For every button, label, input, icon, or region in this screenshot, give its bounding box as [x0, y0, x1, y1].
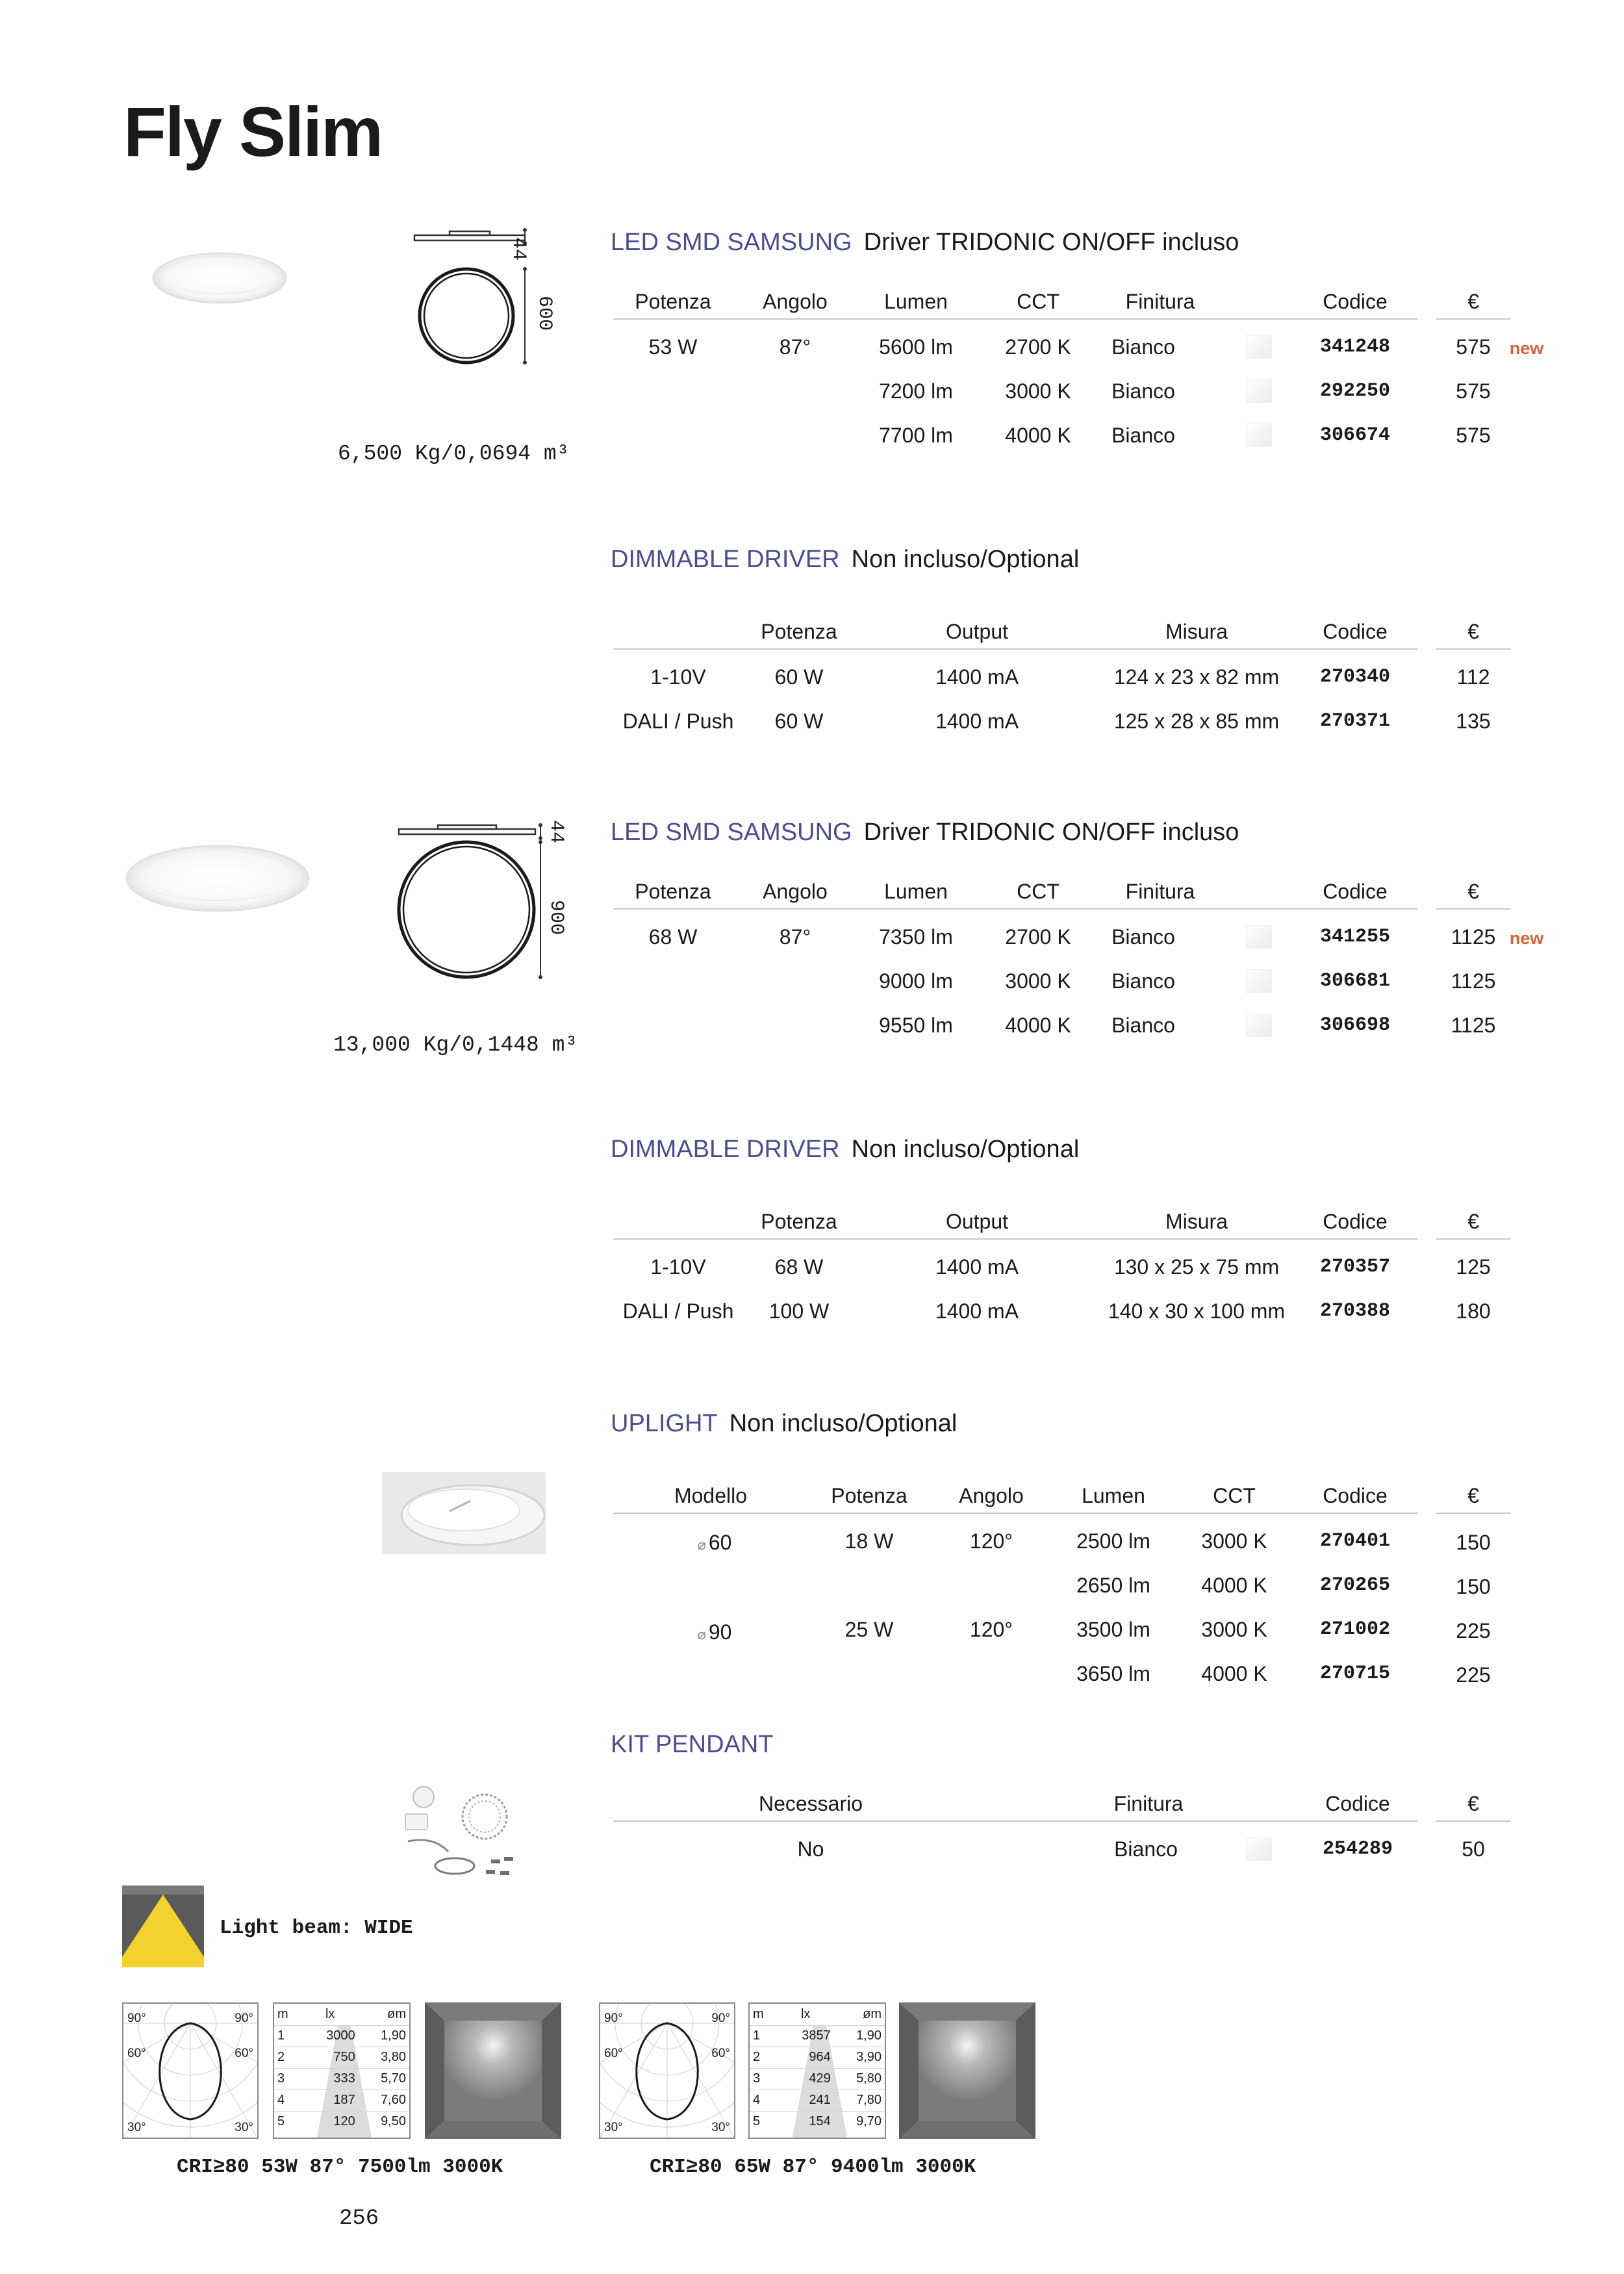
lux: 333	[302, 2068, 359, 2089]
output: 1400 mA	[935, 709, 1019, 733]
table-row	[750, 2047, 885, 2068]
codice: 270388	[1319, 1300, 1391, 1322]
new-badge: new	[1509, 928, 1544, 948]
table-row	[750, 2111, 885, 2132]
diameter: 7,60	[359, 2089, 409, 2111]
col-header: €	[1467, 290, 1479, 313]
light-effect-render	[899, 2002, 1035, 2139]
potenza: 60 W	[774, 709, 824, 733]
prezzo: 1125	[1451, 925, 1496, 949]
table-header-line	[613, 1792, 1417, 1822]
col-header: m	[277, 2006, 288, 2021]
driver-table-900	[0, 1210, 1624, 1327]
potenza: 68 W	[648, 925, 698, 949]
finish-swatch	[1246, 969, 1272, 993]
page-number: 256	[339, 2206, 379, 2231]
uplight-table	[0, 1484, 1624, 1692]
codice: 270340	[1319, 666, 1391, 688]
table-row	[274, 2089, 409, 2111]
tipo: DALI / Push	[622, 709, 734, 733]
distance: 4	[750, 2089, 778, 2111]
section-heading-kit	[611, 1731, 785, 1759]
codice: 270265	[1319, 1574, 1391, 1596]
col-header: €	[1467, 620, 1479, 643]
prezzo: 180	[1456, 1299, 1491, 1323]
finitura: Bianco	[1111, 969, 1175, 993]
angle-label: 60°	[711, 2047, 730, 2060]
col-header: lx	[325, 2006, 335, 2021]
cct: 3000 K	[1005, 969, 1071, 993]
codice: 292250	[1319, 380, 1391, 402]
prezzo: 225	[1456, 1619, 1491, 1642]
potenza: 53 W	[648, 335, 698, 359]
new-badge: new	[1509, 339, 1544, 358]
potenza: 25 W	[844, 1618, 894, 1641]
distance: 3	[274, 2068, 302, 2089]
finitura: Bianco	[1111, 925, 1175, 949]
prezzo: 1125	[1451, 1014, 1496, 1037]
distance: 1	[274, 2025, 302, 2047]
col-header: €	[1467, 880, 1479, 903]
angle-label: 60°	[235, 2047, 253, 2060]
heading-accent: LED SMD SAMSUNG	[611, 229, 852, 256]
modello	[698, 1620, 732, 1644]
col-header: lx	[800, 2006, 811, 2021]
illuminance-table	[273, 2002, 411, 2139]
finish-swatch	[1246, 1014, 1272, 1037]
lumen: 5600 lm	[879, 335, 953, 359]
prezzo: 1125	[1451, 969, 1496, 993]
col-header: Angolo	[959, 1484, 1024, 1507]
heading-accent: LED SMD SAMSUNG	[611, 819, 852, 846]
col-header: CCT	[1017, 880, 1059, 903]
diameter: 5,80	[834, 2068, 885, 2089]
angolo: 120°	[969, 1618, 1013, 1641]
finish-swatch	[1246, 1837, 1272, 1861]
lumen: 3500 lm	[1076, 1618, 1150, 1641]
heading-text: Non incluso/Optional	[729, 1410, 958, 1437]
lumen: 7200 lm	[879, 379, 953, 403]
heading-text: Non incluso/Optional	[851, 546, 1080, 573]
codice: 270371	[1319, 710, 1391, 732]
codice: 306681	[1319, 970, 1391, 992]
distance: 1	[750, 2025, 778, 2047]
potenza: 18 W	[844, 1529, 894, 1553]
diameter: 9,70	[834, 2111, 885, 2132]
col-header: Codice	[1323, 1210, 1388, 1233]
section-heading-led	[611, 229, 1239, 257]
potenza: 100 W	[768, 1299, 830, 1323]
cct: 2700 K	[1005, 925, 1071, 949]
col-header: Codice	[1323, 880, 1388, 903]
necessario: No	[797, 1837, 824, 1861]
table-row	[274, 2111, 409, 2132]
cct: 2700 K	[1005, 335, 1071, 359]
prezzo: 135	[1456, 709, 1491, 733]
output: 1400 mA	[935, 1255, 1019, 1279]
distance: 5	[274, 2111, 302, 2132]
product-table-600	[0, 290, 1624, 459]
codice: 270715	[1319, 1663, 1391, 1685]
table-header-line	[613, 620, 1417, 650]
section-heading-driver	[611, 546, 1079, 574]
col-header: €	[1467, 1484, 1479, 1507]
diameter: 9,50	[359, 2111, 409, 2132]
light-beam-icon	[122, 1885, 204, 1967]
codice: 306674	[1319, 424, 1391, 446]
prezzo: 575	[1456, 379, 1491, 403]
diameter: 5,70	[359, 2068, 409, 2089]
col-header: €	[1467, 1792, 1479, 1815]
table-row	[750, 2089, 885, 2111]
output: 1400 mA	[935, 665, 1019, 689]
col-header: Potenza	[831, 1484, 907, 1507]
cct: 4000 K	[1201, 1662, 1267, 1685]
diameter: 7,80	[834, 2089, 885, 2111]
angle-label: 90°	[711, 2012, 730, 2025]
lumen: 3650 lm	[1076, 1662, 1150, 1685]
angle-label: 90°	[127, 2012, 146, 2025]
illuminance-table	[748, 2002, 886, 2139]
table-header-line	[613, 1210, 1417, 1240]
prezzo: 225	[1456, 1663, 1491, 1687]
col-header: Potenza	[635, 880, 711, 903]
tipo: DALI / Push	[622, 1299, 734, 1323]
kit-table	[0, 1792, 1624, 1870]
output: 1400 mA	[935, 1299, 1019, 1323]
table-header-line	[613, 290, 1417, 320]
light-effect-render	[425, 2002, 561, 2139]
col-header: Potenza	[635, 290, 711, 313]
heading-accent: DIMMABLE DRIVER	[611, 1136, 840, 1163]
heading-accent: UPLIGHT	[611, 1410, 718, 1437]
angle-label: 90°	[604, 2012, 623, 2025]
col-header: Output	[945, 620, 1009, 643]
dimension-height-label: 44	[507, 237, 529, 261]
polar-diagram	[122, 2002, 259, 2139]
codice: 306698	[1319, 1014, 1391, 1036]
prezzo: 50	[1462, 1837, 1485, 1861]
prezzo: 150	[1456, 1575, 1491, 1598]
spec-caption: CRI≥80 65W 87° 9400lm 3000K	[650, 2156, 976, 2178]
col-header: øm	[863, 2006, 882, 2021]
misura: 124 x 23 x 82 mm	[1113, 665, 1280, 689]
codice: 270357	[1319, 1256, 1391, 1278]
finish-swatch	[1246, 335, 1272, 359]
diameter: 1,90	[834, 2025, 885, 2047]
dimension-diameter-label: 600	[533, 296, 555, 331]
col-header: Finitura	[1125, 290, 1195, 313]
page-title: Fly Slim	[123, 92, 383, 171]
finitura: Bianco	[1111, 1014, 1175, 1037]
finitura: Bianco	[1111, 335, 1175, 359]
angolo: 120°	[969, 1529, 1013, 1553]
dimension-diameter-label: 900	[545, 900, 567, 936]
col-header: m	[753, 2006, 764, 2021]
heading-text: Non incluso/Optional	[851, 1136, 1080, 1163]
col-header: øm	[387, 2006, 406, 2021]
angle-label: 30°	[604, 2121, 623, 2134]
prezzo: 125	[1456, 1255, 1491, 1279]
modello-value: 60	[708, 1531, 732, 1554]
modello	[698, 1531, 732, 1555]
angle-label: 60°	[127, 2047, 146, 2060]
finitura: Bianco	[1114, 1837, 1178, 1861]
col-header: Angolo	[763, 290, 828, 313]
angle-label: 30°	[127, 2121, 146, 2134]
diameter-icon: ⌀	[697, 1537, 706, 1553]
lux: 3857	[778, 2025, 834, 2047]
lumen: 7350 lm	[879, 925, 953, 949]
codice: 254289	[1322, 1838, 1393, 1860]
prezzo: 112	[1456, 665, 1490, 689]
finitura: Bianco	[1111, 424, 1175, 447]
distance: 2	[750, 2047, 778, 2068]
col-header: Codice	[1323, 290, 1388, 313]
col-header: Finitura	[1113, 1792, 1184, 1815]
cct: 4000 K	[1005, 1014, 1071, 1037]
diameter: 3,80	[359, 2047, 409, 2068]
col-header: Modello	[674, 1484, 748, 1507]
col-header: CCT	[1213, 1484, 1256, 1507]
table-row	[274, 2068, 409, 2089]
angle-label: 30°	[235, 2121, 253, 2134]
codice: 341255	[1319, 926, 1391, 948]
angolo: 87°	[779, 335, 811, 359]
diameter: 1,90	[359, 2025, 409, 2047]
distance: 5	[750, 2111, 778, 2132]
weight-volume: 6,500 Kg/0,0694 m³	[338, 442, 570, 466]
table-row	[274, 2047, 409, 2068]
misura: 130 x 25 x 75 mm	[1113, 1255, 1280, 1279]
lux: 3000	[302, 2025, 359, 2047]
cct: 4000 K	[1005, 424, 1071, 447]
angle-label: 60°	[604, 2047, 623, 2060]
col-header: Misura	[1165, 620, 1228, 643]
finitura: Bianco	[1111, 379, 1175, 403]
prezzo: 575	[1456, 335, 1491, 359]
cct: 3000 K	[1005, 379, 1071, 403]
lumen: 9000 lm	[879, 969, 953, 993]
finish-swatch	[1246, 424, 1272, 447]
tipo: 1-10V	[650, 1255, 706, 1279]
distance: 2	[274, 2047, 302, 2068]
table-row	[750, 2025, 885, 2047]
lux: 241	[778, 2089, 834, 2111]
distance: 3	[750, 2068, 778, 2089]
lumen: 2650 lm	[1076, 1574, 1150, 1597]
lux: 187	[302, 2089, 359, 2111]
angle-label: 30°	[711, 2121, 730, 2134]
section-heading-led	[611, 819, 1239, 847]
heading-text: Driver TRIDONIC ON/OFF incluso	[863, 229, 1239, 256]
misura: 140 x 30 x 100 mm	[1108, 1299, 1286, 1323]
product-table-900	[0, 880, 1624, 1049]
lumen: 7700 lm	[879, 424, 953, 447]
modello-value: 90	[708, 1620, 732, 1644]
col-header: Lumen	[884, 290, 948, 313]
diameter-icon: ⌀	[697, 1626, 706, 1642]
dimension-height-label: 44	[545, 820, 567, 844]
distance: 4	[274, 2089, 302, 2111]
col-header: Lumen	[884, 880, 948, 903]
angolo: 87°	[779, 925, 811, 949]
lumen: 2500 lm	[1076, 1529, 1150, 1553]
heading-accent: KIT PENDANT	[611, 1731, 774, 1758]
col-header: CCT	[1017, 290, 1059, 313]
lux: 154	[778, 2111, 834, 2132]
table-row	[750, 2068, 885, 2089]
col-header: Necessario	[758, 1792, 863, 1815]
table-header-line	[613, 880, 1417, 910]
col-header: Codice	[1323, 1484, 1388, 1507]
potenza: 68 W	[774, 1255, 824, 1279]
diameter: 3,90	[834, 2047, 885, 2068]
col-header: Codice	[1323, 620, 1388, 643]
tipo: 1-10V	[650, 665, 706, 689]
col-header: Potenza	[761, 1210, 837, 1233]
polar-diagram	[599, 2002, 735, 2139]
col-header: €	[1467, 1210, 1479, 1233]
cct: 3000 K	[1201, 1618, 1267, 1641]
lux: 120	[302, 2111, 359, 2132]
codice: 341248	[1319, 336, 1391, 358]
col-header: Finitura	[1125, 880, 1195, 903]
col-header: Angolo	[763, 880, 828, 903]
cct: 4000 K	[1201, 1574, 1267, 1597]
prezzo: 575	[1456, 424, 1491, 447]
finish-swatch	[1246, 925, 1272, 949]
col-header: Potenza	[761, 620, 837, 643]
angle-label: 90°	[235, 2012, 253, 2025]
lumen: 9550 lm	[879, 1014, 953, 1037]
lux: 964	[778, 2047, 834, 2068]
spec-caption: CRI≥80 53W 87° 7500lm 3000K	[177, 2156, 503, 2178]
lux: 750	[302, 2047, 359, 2068]
light-beam-label: Light beam: WIDE	[220, 1917, 413, 1939]
prezzo: 150	[1456, 1531, 1491, 1554]
driver-table-600	[0, 620, 1624, 737]
heading-accent: DIMMABLE DRIVER	[611, 546, 840, 573]
misura: 125 x 28 x 85 mm	[1113, 709, 1280, 733]
codice: 271002	[1319, 1618, 1391, 1641]
section-heading-driver	[611, 1136, 1079, 1164]
table-row	[274, 2025, 409, 2047]
potenza: 60 W	[774, 665, 824, 689]
col-header: Output	[945, 1210, 1009, 1233]
section-heading-uplight	[611, 1410, 957, 1438]
codice: 270401	[1319, 1530, 1391, 1552]
cct: 3000 K	[1201, 1529, 1267, 1553]
lux: 429	[778, 2068, 834, 2089]
heading-text: Driver TRIDONIC ON/OFF incluso	[863, 819, 1239, 846]
col-header: Lumen	[1082, 1484, 1145, 1507]
col-header: Misura	[1165, 1210, 1228, 1233]
finish-swatch	[1246, 379, 1272, 403]
weight-volume: 13,000 Kg/0,1448 m³	[333, 1033, 578, 1057]
col-header: Codice	[1325, 1792, 1390, 1815]
